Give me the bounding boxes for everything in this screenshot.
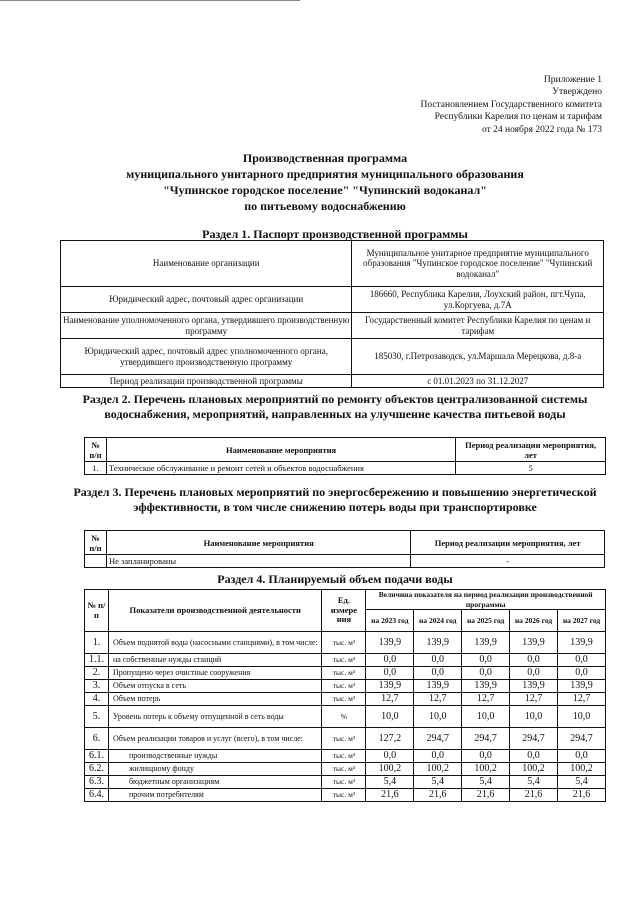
row-value: 0,0 <box>366 667 414 680</box>
table-row <box>85 789 606 802</box>
row-value: 139,9 <box>366 680 414 693</box>
approval-block <box>420 74 602 136</box>
row-value: 294,7 <box>462 728 510 750</box>
row-unit: тыс. м³ <box>322 680 366 693</box>
appendix-label: Приложение 1 <box>543 75 602 85</box>
col-header-num: № п/п <box>85 590 109 632</box>
row-value: 0,0 <box>558 750 606 763</box>
row-value: 139,9 <box>462 632 510 654</box>
row-num: 6.2. <box>85 763 109 776</box>
title-line-3: "Чупинское городское поселение" "Чупинский водоканал" <box>163 183 487 197</box>
row-num: 1. <box>85 462 107 475</box>
row-unit: тыс. м³ <box>322 789 366 802</box>
row-value: 139,9 <box>462 680 510 693</box>
repair-measures-table <box>84 437 606 475</box>
table-row <box>85 693 606 706</box>
row-num: 6.1. <box>85 750 109 763</box>
row-value: 5,4 <box>510 776 558 789</box>
row-label: на собственные нужды станций <box>108 654 321 667</box>
approval-line-1: Постановлением Государственного комитета <box>420 99 602 110</box>
section3-heading: Раздел 3. Перечень плановых мероприятий по энергосбережению и повышению энергетической эффективности, в том числе снижению потерь воды при транспортировке <box>73 485 597 514</box>
row-value: 21,6 <box>462 789 510 802</box>
row-value: 0,0 <box>414 667 462 680</box>
table-header-row <box>85 531 605 555</box>
row-label: прочим потребителям <box>108 789 321 802</box>
title-line-2: муниципального унитарного предприятия муниципального образования <box>126 167 524 181</box>
row-unit: тыс. м³ <box>322 763 366 776</box>
row-label: Пропущено через очистные сооружения <box>108 667 321 680</box>
row-name: Не запланированы <box>106 555 410 568</box>
col-header-year: на 2024 год <box>414 610 462 632</box>
row-value: 10,0 <box>462 706 510 728</box>
row-label: Уровень потерь к объему отпущенной в сеть воды <box>108 706 321 728</box>
row-num: 6.4. <box>85 789 109 802</box>
row-value: 10,0 <box>510 706 558 728</box>
row-num: 6.3. <box>85 776 109 789</box>
row-unit: тыс. м³ <box>322 632 366 654</box>
row-value: 139,9 <box>558 680 606 693</box>
col-header-unit: Ед. измере ния <box>322 590 366 632</box>
col-header-year: на 2026 год <box>510 610 558 632</box>
row-value: 12,7 <box>414 693 462 706</box>
passport-value: 186660, Республика Карелия, Лоухский район, пгт.Чупа, ул.Коргуева, д.7А <box>352 287 604 313</box>
col-header-year: на 2025 год <box>462 610 510 632</box>
row-value: 139,9 <box>558 632 606 654</box>
row-value: 10,0 <box>366 706 414 728</box>
row-value: 139,9 <box>510 632 558 654</box>
energy-measures-table <box>84 530 605 568</box>
passport-value: Государственный комитет Республики Карелия по ценам и тарифам <box>352 313 604 339</box>
col-header-group: Величина показателя на период реализации производственной программы <box>366 590 606 610</box>
row-value: 12,7 <box>510 693 558 706</box>
row-value: 10,0 <box>414 706 462 728</box>
row-value: 5,4 <box>414 776 462 789</box>
row-value: 0,0 <box>462 667 510 680</box>
water-supply-table-body <box>85 632 606 802</box>
section2-heading: Раздел 2. Перечень плановых мероприятий по ремонту объектов централизованной системы водоснабжения, мероприятий, направленных на улучшение качества питьевой воды <box>82 392 588 421</box>
row-value: 5,4 <box>558 776 606 789</box>
row-unit: % <box>322 706 366 728</box>
row-value: 100,2 <box>414 763 462 776</box>
row-unit: тыс. м³ <box>322 750 366 763</box>
approval-line-3: от 24 ноября 2022 года № 173 <box>481 124 602 135</box>
col-header-name: Наименование мероприятия <box>106 438 455 462</box>
col-header-indicator: Показатели производственной деятельности <box>108 590 321 632</box>
table-row <box>85 632 606 654</box>
row-unit: тыс. м³ <box>322 776 366 789</box>
row-num: 6. <box>85 728 109 750</box>
row-value: 0,0 <box>414 750 462 763</box>
row-value: 0,0 <box>510 654 558 667</box>
col-header-year: на 2023 год <box>366 610 414 632</box>
passport-label: Период реализации производственной программы <box>61 375 352 388</box>
passport-label: Юридический адрес, почтовый адрес организации <box>61 287 352 313</box>
row-unit: тыс. м³ <box>322 693 366 706</box>
passport-value: с 01.01.2023 по 31.12.2027 <box>352 375 604 388</box>
row-value: 12,7 <box>366 693 414 706</box>
row-value: 0,0 <box>366 654 414 667</box>
row-value: 12,7 <box>558 693 606 706</box>
row-num: 1. <box>85 632 109 654</box>
row-value: 0,0 <box>462 654 510 667</box>
table-row <box>61 339 604 375</box>
row-label: Объем реализации товаров и услуг (всего), в том числе: <box>108 728 321 750</box>
passport-label: Наименование уполномоченного органа, утвердившего производственную программу <box>61 313 352 339</box>
table-row <box>61 313 604 339</box>
section4-heading: Раздел 4. Планируемый объем подачи воды <box>217 572 453 586</box>
row-value: 0,0 <box>558 667 606 680</box>
col-header-num: № п/п <box>85 438 107 462</box>
row-value: 0,0 <box>462 750 510 763</box>
col-header-period: Период реализации мероприятия, лет <box>411 531 605 555</box>
title-line-1: Производственная программа <box>242 151 408 165</box>
row-label: Объем потерь <box>108 693 321 706</box>
table-row <box>85 706 606 728</box>
col-header-year: на 2027 год <box>558 610 606 632</box>
row-value: 21,6 <box>558 789 606 802</box>
approval-line-2: Республики Карелия по ценам и тарифам <box>434 112 602 123</box>
table-header-row <box>85 590 606 610</box>
row-value: 21,6 <box>366 789 414 802</box>
row-num: 3. <box>85 680 109 693</box>
row-num: 2. <box>85 667 109 680</box>
water-supply-volume-table <box>84 589 606 802</box>
row-value: 100,2 <box>366 763 414 776</box>
row-value: 12,7 <box>462 693 510 706</box>
table-row <box>85 555 605 568</box>
passport-value: 185030, г.Петрозаводск, ул.Маршала Мерецкова, д.8-а <box>352 339 604 375</box>
row-value: 139,9 <box>414 632 462 654</box>
col-header-period: Период реализации мероприятия, лет <box>456 438 606 462</box>
row-value: 21,6 <box>510 789 558 802</box>
row-value: 294,7 <box>558 728 606 750</box>
table-row <box>85 462 606 475</box>
row-unit: тыс. м³ <box>322 728 366 750</box>
row-value: 5,4 <box>366 776 414 789</box>
row-num <box>85 555 107 568</box>
table-row <box>85 750 606 763</box>
table-row <box>61 241 604 287</box>
row-value: 100,2 <box>462 763 510 776</box>
table-row <box>85 763 606 776</box>
col-header-name: Наименование мероприятия <box>106 531 410 555</box>
row-num: 1.1. <box>85 654 109 667</box>
row-value: 100,2 <box>510 763 558 776</box>
table-row <box>85 728 606 750</box>
passport-label: Юридический адрес, почтовый адрес уполномоченного органа, утвердившего производственную программу <box>61 339 352 375</box>
row-value: 139,9 <box>366 632 414 654</box>
row-value: 0,0 <box>510 750 558 763</box>
title-line-4: по питьевому водоснабжению <box>244 199 406 213</box>
passport-value: Муниципальное унитарное предприятие муниципального образования "Чупинское городское поселение" "Чупинский водоканал" <box>352 241 604 287</box>
row-value: 139,9 <box>510 680 558 693</box>
table-row <box>85 776 606 789</box>
row-label: бюджетным организациям <box>108 776 321 789</box>
row-name: Техническое обслуживание и ремонт сетей и объектов водоснабжения <box>106 462 455 475</box>
row-value: 5,4 <box>462 776 510 789</box>
row-value: 294,7 <box>414 728 462 750</box>
passport-table <box>60 240 604 388</box>
row-period: - <box>411 555 605 568</box>
scan-top-line <box>0 0 300 1</box>
table-row <box>61 287 604 313</box>
approved-label: Утверждено <box>552 87 602 98</box>
col-header-num: № п/п <box>85 531 107 555</box>
table-row <box>85 680 606 693</box>
row-period: 5 <box>456 462 606 475</box>
row-value: 10,0 <box>558 706 606 728</box>
row-value: 294,7 <box>510 728 558 750</box>
row-label: производственные нужды <box>108 750 321 763</box>
row-unit: тыс. м³ <box>322 667 366 680</box>
row-label: Объем поднятой воды (насосными станциями), в том числе: <box>108 632 321 654</box>
row-value: 0,0 <box>366 750 414 763</box>
document-title <box>40 150 610 214</box>
row-num: 4. <box>85 693 109 706</box>
row-value: 0,0 <box>558 654 606 667</box>
row-num: 5. <box>85 706 109 728</box>
row-label: жилищному фонду <box>108 763 321 776</box>
row-value: 139,9 <box>414 680 462 693</box>
row-value: 0,0 <box>510 667 558 680</box>
row-unit: тыс. м³ <box>322 654 366 667</box>
table-row <box>85 654 606 667</box>
row-label: Объем отпуска в сеть <box>108 680 321 693</box>
section1-heading: Раздел 1. Паспорт производственной программы <box>202 227 468 241</box>
table-header-row <box>85 438 606 462</box>
table-row <box>61 375 604 388</box>
passport-label: Наименование организации <box>61 241 352 287</box>
row-value: 100,2 <box>558 763 606 776</box>
table-row <box>85 667 606 680</box>
row-value: 21,6 <box>414 789 462 802</box>
row-value: 0,0 <box>414 654 462 667</box>
row-value: 127,2 <box>366 728 414 750</box>
